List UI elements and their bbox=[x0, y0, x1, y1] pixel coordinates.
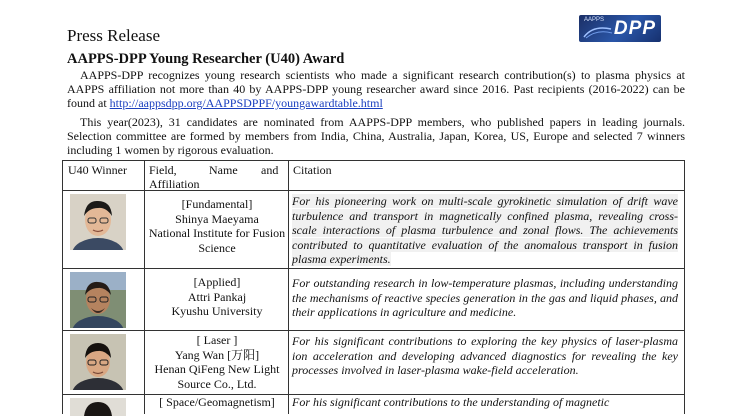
winner-citation: For his significant contributions to exploring the key physics of laser-plasma ion acceleration and developing advanced diagnostics for revealing the key processes involved in laser-plasma wake-field acceleration. bbox=[292, 334, 678, 378]
header-and: and bbox=[261, 163, 279, 177]
header-citation: Citation bbox=[293, 163, 332, 177]
winner-name: Attri Pankaj bbox=[187, 289, 247, 304]
winner-citation bbox=[292, 194, 678, 267]
winner-photo bbox=[70, 272, 126, 328]
logo-small-text: AAPPS bbox=[584, 17, 605, 23]
press-release-heading: Press Release bbox=[67, 26, 161, 45]
winner-affiliation-cell bbox=[147, 197, 287, 255]
table-row bbox=[62, 268, 685, 331]
winner-name: Yang Wan [万阳] bbox=[174, 347, 260, 362]
table-row bbox=[62, 394, 685, 415]
winner-field: [Fundamental] bbox=[181, 197, 253, 211]
header-field: Field, bbox=[149, 163, 177, 177]
table-row bbox=[62, 330, 685, 395]
winner-affiliation: Kyushu University bbox=[171, 304, 263, 319]
selection-paragraph bbox=[67, 115, 685, 159]
winner-field: [Applied] bbox=[193, 275, 241, 289]
award-title: AAPPS-DPP Young Researcher (U40) Award bbox=[67, 51, 345, 67]
header-name: Name bbox=[209, 163, 238, 177]
winner-affiliation-cell bbox=[147, 333, 287, 391]
logo-swirl-icon bbox=[583, 25, 613, 39]
logo-big-text: DPP bbox=[613, 18, 656, 39]
intro-text: AAPPS-DPP recognizes young research scientists who made a significant research contribution(s) to plasma physics at AAPPS affiliation not more than 40 by AAPPS-DPP young researcher award since 2016. Past recipients (2016-2022) can be found at bbox=[67, 68, 685, 110]
winners-table bbox=[62, 160, 685, 414]
winner-photo bbox=[70, 398, 126, 416]
winner-affiliation-cell bbox=[147, 395, 287, 410]
winner-field: [ Laser ] bbox=[196, 333, 238, 347]
winner-affiliation: Henan QiFeng New Light Source Co., Ltd. bbox=[154, 362, 280, 391]
winner-photo bbox=[70, 194, 126, 250]
winner-affiliation: National Institute for Fusion Science bbox=[148, 226, 286, 255]
winner-field: [ Space/Geomagnetism] bbox=[159, 395, 275, 409]
past-recipients-link[interactable]: http://aappsdpp.org/AAPPSDPPF/youngawardtable.html bbox=[109, 96, 383, 110]
winner-citation: For his significant contributions to the understanding of magnetic bbox=[292, 395, 610, 409]
winner-name: Shinya Maeyama bbox=[175, 211, 259, 226]
intro-paragraph bbox=[67, 68, 685, 112]
citation-text: For his pioneering work on multi-scale gyrokinetic simulation of drift wave turbulence and transport in magnetically confined plasma, revealing cross-scale interactions of plasma turbulence and zonal flows. The achievements contributed to quantitative evaluation of the anomalous transport in fusion plasma experiments. bbox=[292, 194, 678, 267]
winner-citation: For outstanding research in low-temperature plasmas, including understanding the mechanisms of reactive species generation in the gas and liquid phases, and their applications in agriculture and medicine. bbox=[292, 276, 678, 320]
table-header-row bbox=[62, 160, 685, 191]
winner-photo bbox=[70, 334, 126, 390]
winner-affiliation-cell bbox=[147, 275, 287, 319]
table-row bbox=[62, 190, 685, 269]
aapps-dpp-logo bbox=[579, 15, 661, 42]
header-winner: U40 Winner bbox=[68, 163, 127, 177]
header-affiliation: Affiliation bbox=[149, 177, 200, 191]
selection-text: This year(2023), 31 candidates are nominated from AAPPS-DPP members, who published papers in leading journals. Selection committee are formed by members from India, China, Australia, Japan, Korea, US, Europe and selected 7 winners including 1 women by rigorous evaluation. bbox=[67, 115, 685, 157]
